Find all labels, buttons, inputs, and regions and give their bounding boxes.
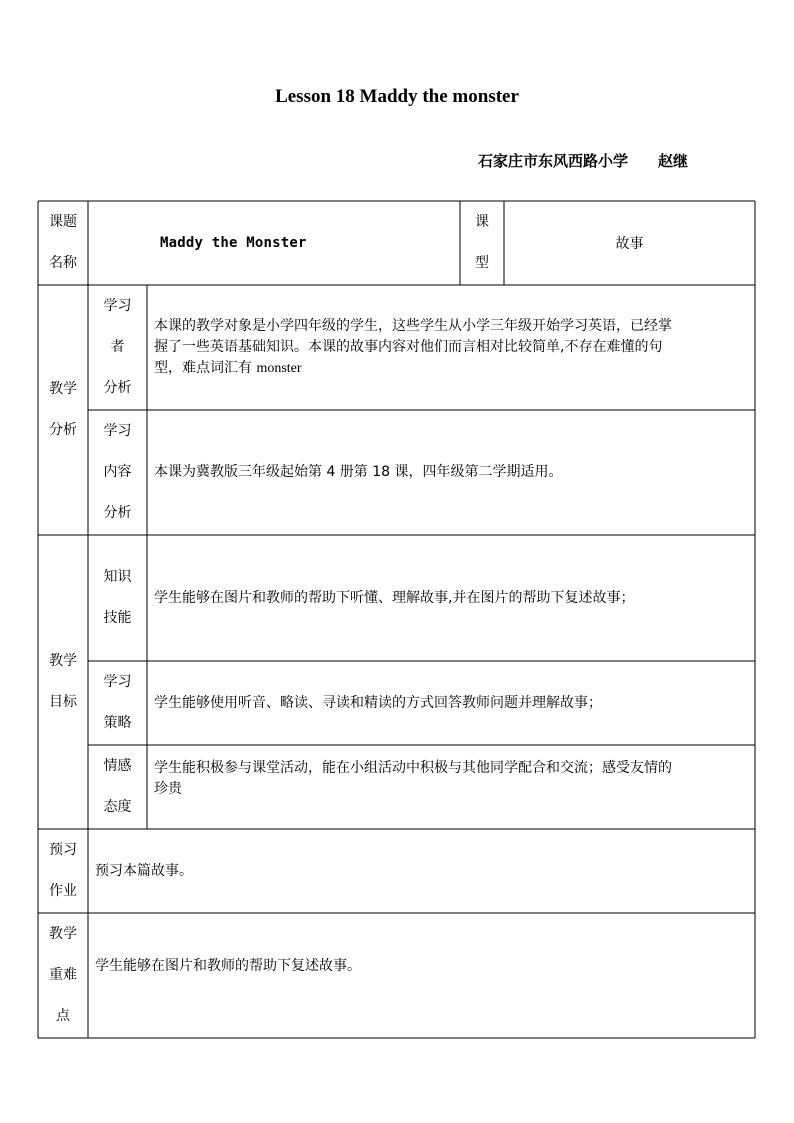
key-points-label-line1: 教学 [49,926,77,942]
attitude-label-line2: 态度 [103,799,132,815]
learner-label-line3: 分析 [103,380,132,396]
knowledge-skills-label [88,535,147,661]
emotion-attitude-label [88,745,147,829]
strategy-label-line1: 学习 [103,674,132,690]
learner-text-line1: 本课的教学对象是小学四年级的学生，这些学生从小学三年级开始学习英语，已经掌 [154,318,672,334]
learner-text-line3 [154,358,672,379]
content-label-line2: 内容 [103,464,132,480]
key-points-label [38,913,88,1038]
preview-homework-label [38,829,88,913]
emotion-attitude-text [147,745,755,829]
course-name-value: Maddy the Monster [160,235,307,251]
knowledge-label-line1: 知识 [103,569,132,585]
teacher-name: 赵继 [658,152,689,170]
teaching-analysis-label [38,285,88,535]
course-name-label [38,201,88,285]
preview-label-line1: 预习 [49,842,77,858]
learner-analysis-text [147,285,755,410]
course-type-cell [504,201,755,285]
knowledge-skills-text [147,535,755,661]
course-type-label-line2: 型 [475,255,489,271]
strategy-text: 学生能够使用听音、略读、寻读和精读的方式回答教师问题并理解故事； [154,694,602,711]
knowledge-text: 学生能够在图片和教师的帮助下听懂、理解故事,并在图片的帮助下复述故事； [154,589,635,606]
learner-label-line2: 者 [110,339,125,355]
teaching-analysis-label-line2: 分析 [49,422,77,438]
key-points-label-line2: 重难 [49,967,77,983]
strategy-label-line2: 策略 [103,715,132,731]
learner-text-line2: 握了一些英语基础知识。本课的故事内容对他们而言相对比较简单,不存在难懂的句 [154,339,663,355]
knowledge-label-line2: 技能 [103,610,132,626]
content-text: 本课为冀教版三年级起始第 4 册第 18 课，四年级第二学期适用。 [154,464,563,480]
teaching-goals-label-line2: 目标 [49,694,77,710]
course-name-label-line1: 课题 [49,214,77,230]
content-label-line3: 分析 [103,505,132,521]
key-points-value: 学生能够在图片和教师的帮助下复述故事。 [95,958,361,974]
author-line [478,150,688,171]
document-title: Lesson 18 Maddy the monster [275,86,519,107]
teaching-goals-label [38,535,88,829]
key-points-label-line3: 点 [56,1008,70,1024]
teaching-analysis-label-line1: 教学 [49,381,77,397]
learner-analysis-label [88,285,147,410]
course-type-label [460,201,504,285]
attitude-text-line1: 学生能积极参与课堂活动，能在小组活动中积极与其他同学配合和交流；感受友情的 [154,760,672,776]
teaching-goals-label-line1: 教学 [49,653,77,669]
preview-text: 预习本篇故事。 [95,862,193,879]
course-name-label-line2: 名称 [49,255,77,271]
content-label-line1: 学习 [103,423,132,439]
attitude-label-line1: 情感 [103,758,132,774]
preview-homework-text [88,829,755,913]
learner-text-line3-word: monster [256,361,302,376]
content-analysis-label [88,410,147,535]
school-name: 石家庄市东风西路小学 [478,152,629,170]
key-points-text [88,913,755,1038]
learner-text-line3-prefix: 型，难点词汇有 [154,360,257,376]
learning-strategy-text [147,661,755,745]
content-analysis-text [147,410,755,535]
learning-strategy-label [88,661,147,745]
course-type-label-line1: 课 [475,214,489,230]
course-name-cell [88,201,460,285]
preview-label-line2: 作业 [49,883,77,899]
course-type-value: 故事 [615,236,644,252]
learner-label-line1: 学习 [103,298,132,314]
attitude-text-line2: 珍贵 [154,781,182,797]
